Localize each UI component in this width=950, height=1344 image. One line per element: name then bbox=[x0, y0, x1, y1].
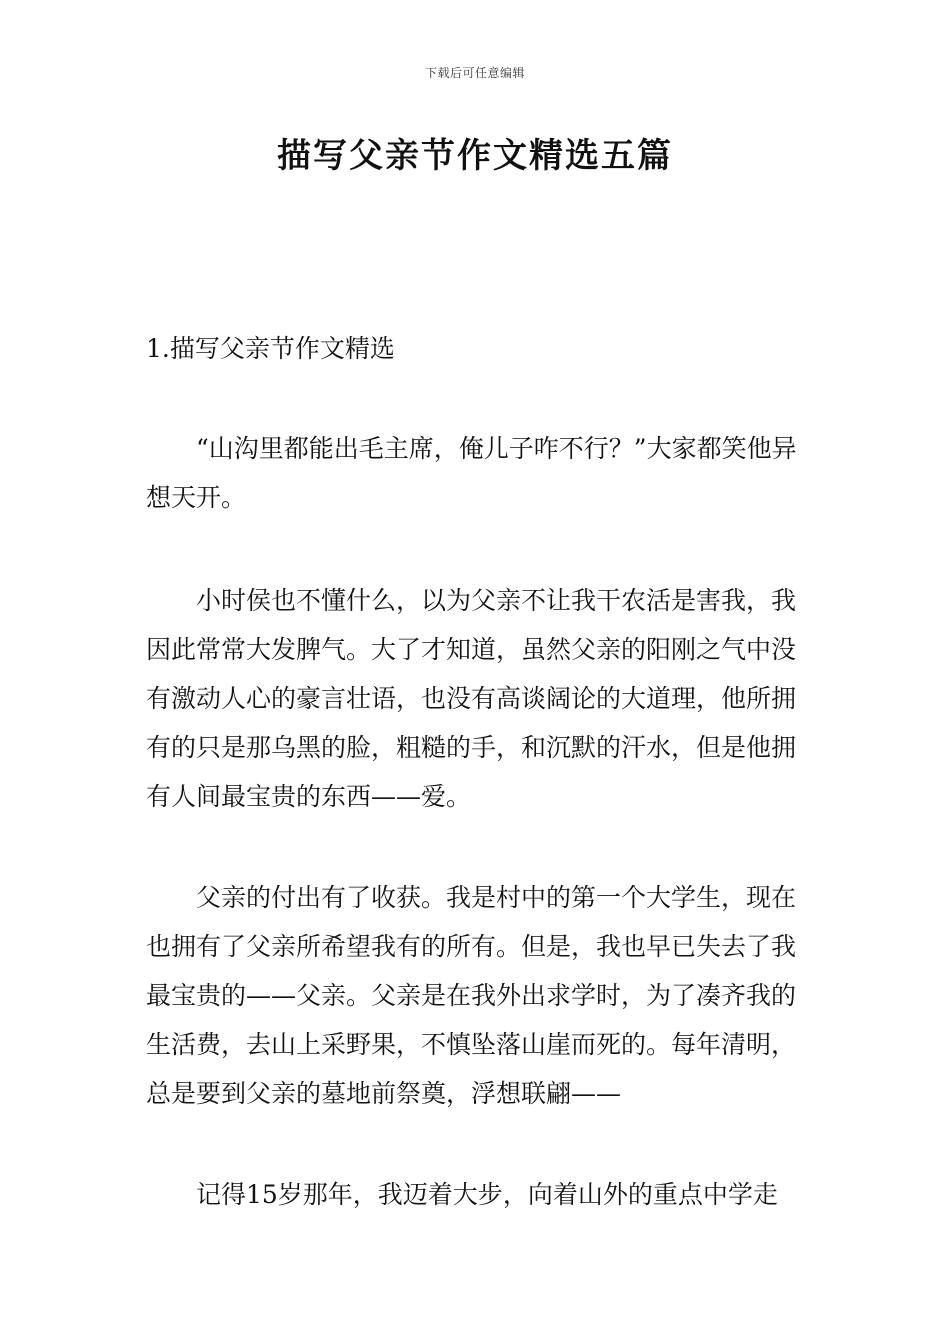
paragraph-3-text: 父亲的付出有了收获。我是村中的第一个大学生，现在也拥有了父亲所希望我有的所有。但是，我也早已失去了我最宝贵的——父亲。父亲是在我外出求学时，为了凑齐我的生活费，去山上采野果，不慎坠落山崖而死的。每年清明，总是要到父亲的墓地前祭奠，浮想联翩—— bbox=[146, 883, 797, 1108]
paragraph-1 bbox=[146, 424, 808, 522]
paragraph-1-text: “山沟里都能出毛主席，俺儿子咋不行？”大家都笑他异想天开。 bbox=[146, 434, 797, 512]
paragraph-3 bbox=[146, 873, 808, 1118]
paragraph-4 bbox=[146, 1170, 808, 1219]
header-note: 下载后可任意编辑 bbox=[424, 66, 525, 80]
paragraph-2 bbox=[146, 576, 808, 821]
paragraph-2-text: 小时侯也不懂什么，以为父亲不让我干农活是害我，我因此常常大发脾气。大了才知道，虽然父亲的阳刚之气中没有激动人心的豪言壮语，也没有高谈阔论的大道理，他所拥有的只是那乌黑的脸，粗糙的手，和沉默的汗水，但是他拥有人间最宝贵的东西——爱。 bbox=[146, 586, 797, 811]
document-title: 描写父亲节作文精选五篇 bbox=[277, 136, 673, 176]
paragraph-4-text: 记得15岁那年，我迈着大步，向着山外的重点中学走 bbox=[196, 1180, 778, 1209]
section-heading: 1.描写父亲节作文精选 bbox=[146, 334, 395, 363]
